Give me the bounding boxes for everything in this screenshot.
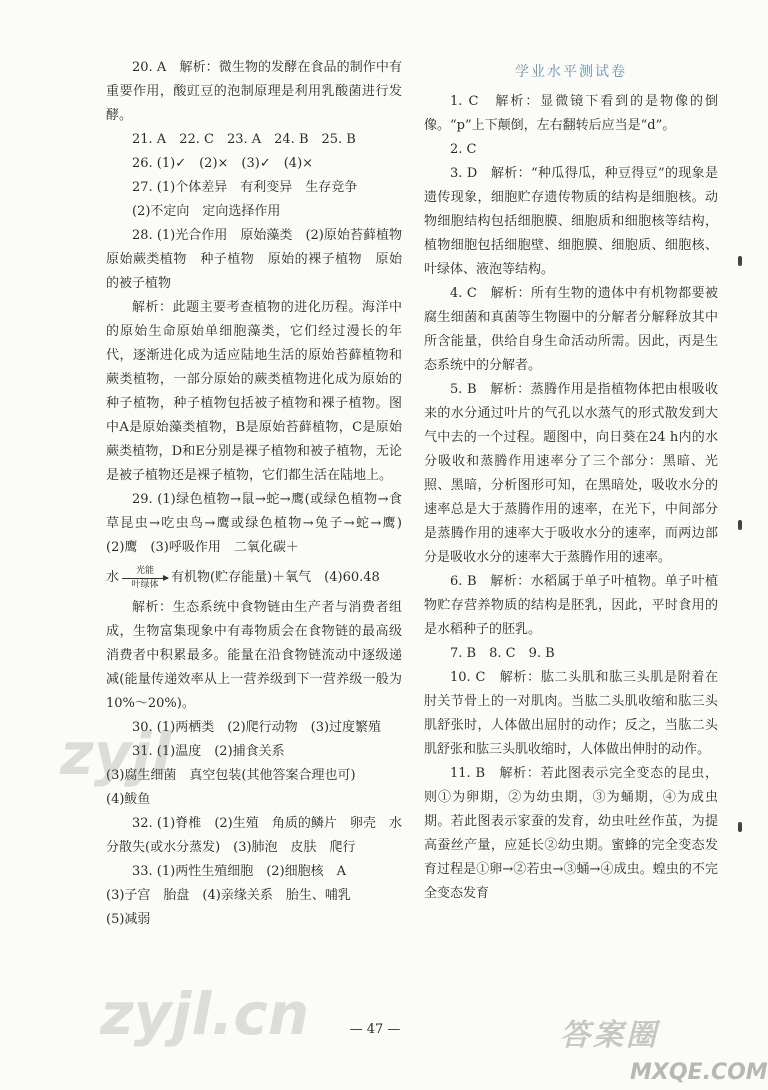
equation-reactant: 水 [106, 570, 120, 585]
test-answer-11: 11. B 解析：若此图表示完全变态的昆虫，则①为卵期，②为幼虫期，③为蛹期，④为成虫期。若此图表示家蚕的发育，幼虫吐丝作茧，为提高蚕丝产量，应延长②幼虫期。蜜蜂的完全变态发育过程是①卵→②若虫→③蛹→④成虫。蝗虫的不完全变态发育 [424, 766, 718, 901]
answer-26: 26. (1)✓ (2)× (3)✓ (4)× [132, 156, 314, 171]
test-answer-10: 10. C 解析：肱二头肌和肱三头肌是附着在肘关节骨上的一对肌肉。当肱二头肌收缩和肱三头肌舒张时，人体做出屈肘的动作；反之，当肱二头肌舒张和肱三头肌收缩时，人体做出伸肘的动作。 [424, 670, 718, 757]
arrow-condition-bottom: 叶绿体 [131, 579, 159, 590]
test-answer-6: 6. B 解析：水稻属于单子叶植物。单子叶植物贮存营养物质的结构是胚乳，因此，平时食用的是水稻种子的胚乳。 [424, 574, 718, 637]
photosynthesis-equation [106, 560, 402, 596]
answer-27-line2: (2)不定向 定向选择作用 [132, 204, 281, 219]
test-answer-5: 5. B 解析：蒸腾作用是指植物体把由根吸收来的水分通过叶片的气孔以水蒸气的形式散发到大气中去的一个过程。题图中，向日葵在24 h内的水分吸收和蒸腾作用速率分了三个部分：黑暗、光照、黑暗，分析图形可知，在黑暗处，吸收水分的速率总是大于蒸腾作用的速率，在光下，中间部分是蒸腾作用的速率大于吸收水分的速率，而两边部分是吸收水分的速率大于蒸腾作用的速率。 [424, 382, 718, 565]
answer-20: 20. A 解析：微生物的发酵在食品的制作中有重要作用，酸豇豆的泡制原理是利用乳酸菌进行发酵。 [106, 60, 402, 123]
test-answer-3: 3. D 解析：“种瓜得瓜，种豆得豆”的现象是遗传现象，细胞贮存遗传物质的结构是细胞核。动物细胞结构包括细胞膜、细胞质和细胞核等结构，植物细胞包括细胞壁、细胞膜、细胞质、细胞核、叶绿体、液泡等结构。 [424, 166, 718, 277]
margin-mark [738, 822, 742, 832]
left-column [106, 56, 416, 932]
watermark-answer-circle: 答案圈 [560, 1018, 659, 1053]
test-answer-4: 4. C 解析：所有生物的遗体中有机物都要被腐生细菌和真菌等生物圈中的分解者分解释放其中所含能量，供给自身生命活动所需。因此，丙是生态系统中的分解者。 [424, 286, 718, 373]
answer-31-line1: 31. (1)温度 (2)捕食关系 [132, 744, 285, 759]
margin-mark [738, 520, 742, 530]
watermark-zyjl-cn: zyjl.cn [100, 980, 310, 1048]
answer-29: 29. (1)绿色植物→鼠→蛇→鹰(或绿色植物→食草昆虫→吃虫鸟→鹰或绿色植物→兔子→蛇→鹰) (2)鹰 (3)呼吸作用 二氧化碳＋ [106, 492, 416, 555]
answer-28-analysis: 解析：此题主要考查植物的进化历程。海洋中的原始生命原始单细胞藻类，它们经过漫长的年代，逐渐进化成为适应陆地生活的原始苔藓植物和蕨类植物，一部分原始的蕨类植物进化成为原始的种子植物，种子植物包括被子植物和裸子植物。图中A是原始藻类植物，B是原始苔藓植物，C是原始蕨类植物，D和E分别是裸子植物和被子植物，无论是被子植物还是裸子植物，它们都生活在陆地上。 [106, 300, 402, 483]
section-title: 学业水平测试卷 [515, 64, 627, 80]
answer-29-analysis: 解析：生态系统中食物链由生产者与消费者组成，生物富集现象中有毒物质会在食物链的最高级消费者中积累最多。能量在沿食物链流动中逐级递减(能量传递效率从上一营养级到下一营养级一般为10%～20%)。 [106, 600, 402, 711]
answer-28: 28. (1)光合作用 原始藻类 (2)原始苔藓植物 原始蕨类植物 种子植物 原始的裸子植物 原始的被子植物 [106, 228, 416, 291]
answer-33-line3: (5)减弱 [106, 912, 151, 927]
answer-33-line2: (3)子宫 胎盘 (4)亲缘关系 胎生、哺乳 [106, 888, 351, 903]
arrow-condition-top: 光能 [136, 565, 155, 576]
page-number: — 47 — [349, 1022, 401, 1037]
answer-31-line2: (3)腐生细菌 真空包装(其他答案合理也可) [106, 768, 356, 783]
reaction-arrow [121, 566, 169, 591]
right-column [424, 56, 718, 906]
test-answer-1: 1. C 解析：显微镜下看到的是物像的倒像。“p”上下颠倒，左右翻转后应当是“d”。 [424, 94, 718, 133]
arrow-icon [122, 578, 168, 579]
watermark-zyjl: zyjl [60, 720, 172, 788]
watermark-mxqe: MXQE.COM [630, 1060, 768, 1085]
equation-products: 有机物(贮存能量)＋氧气 (4)60.48 [171, 570, 380, 585]
answer-27-line1: 27. (1)个体差异 有利变异 生存竞争 [132, 180, 358, 195]
answer-32: 32. (1)脊椎 (2)生殖 角质的鳞片 卵壳 水分散失(或水分蒸发) (3)肺泡 皮肤 爬行 [106, 816, 402, 855]
answer-33-line1: 33. (1)两性生殖细胞 (2)细胞核 A [132, 864, 347, 879]
test-answer-7-9: 7. B 8. C 9. B [450, 646, 555, 661]
answer-30: 30. (1)两栖类 (2)爬行动物 (3)过度繁殖 [132, 720, 382, 735]
margin-mark [738, 256, 742, 266]
answer-21-25: 21. A 22. C 23. A 24. B 25. B [132, 132, 356, 147]
test-answer-2: 2. C [450, 142, 477, 157]
answer-31-line3: (4)鲅鱼 [106, 792, 151, 807]
